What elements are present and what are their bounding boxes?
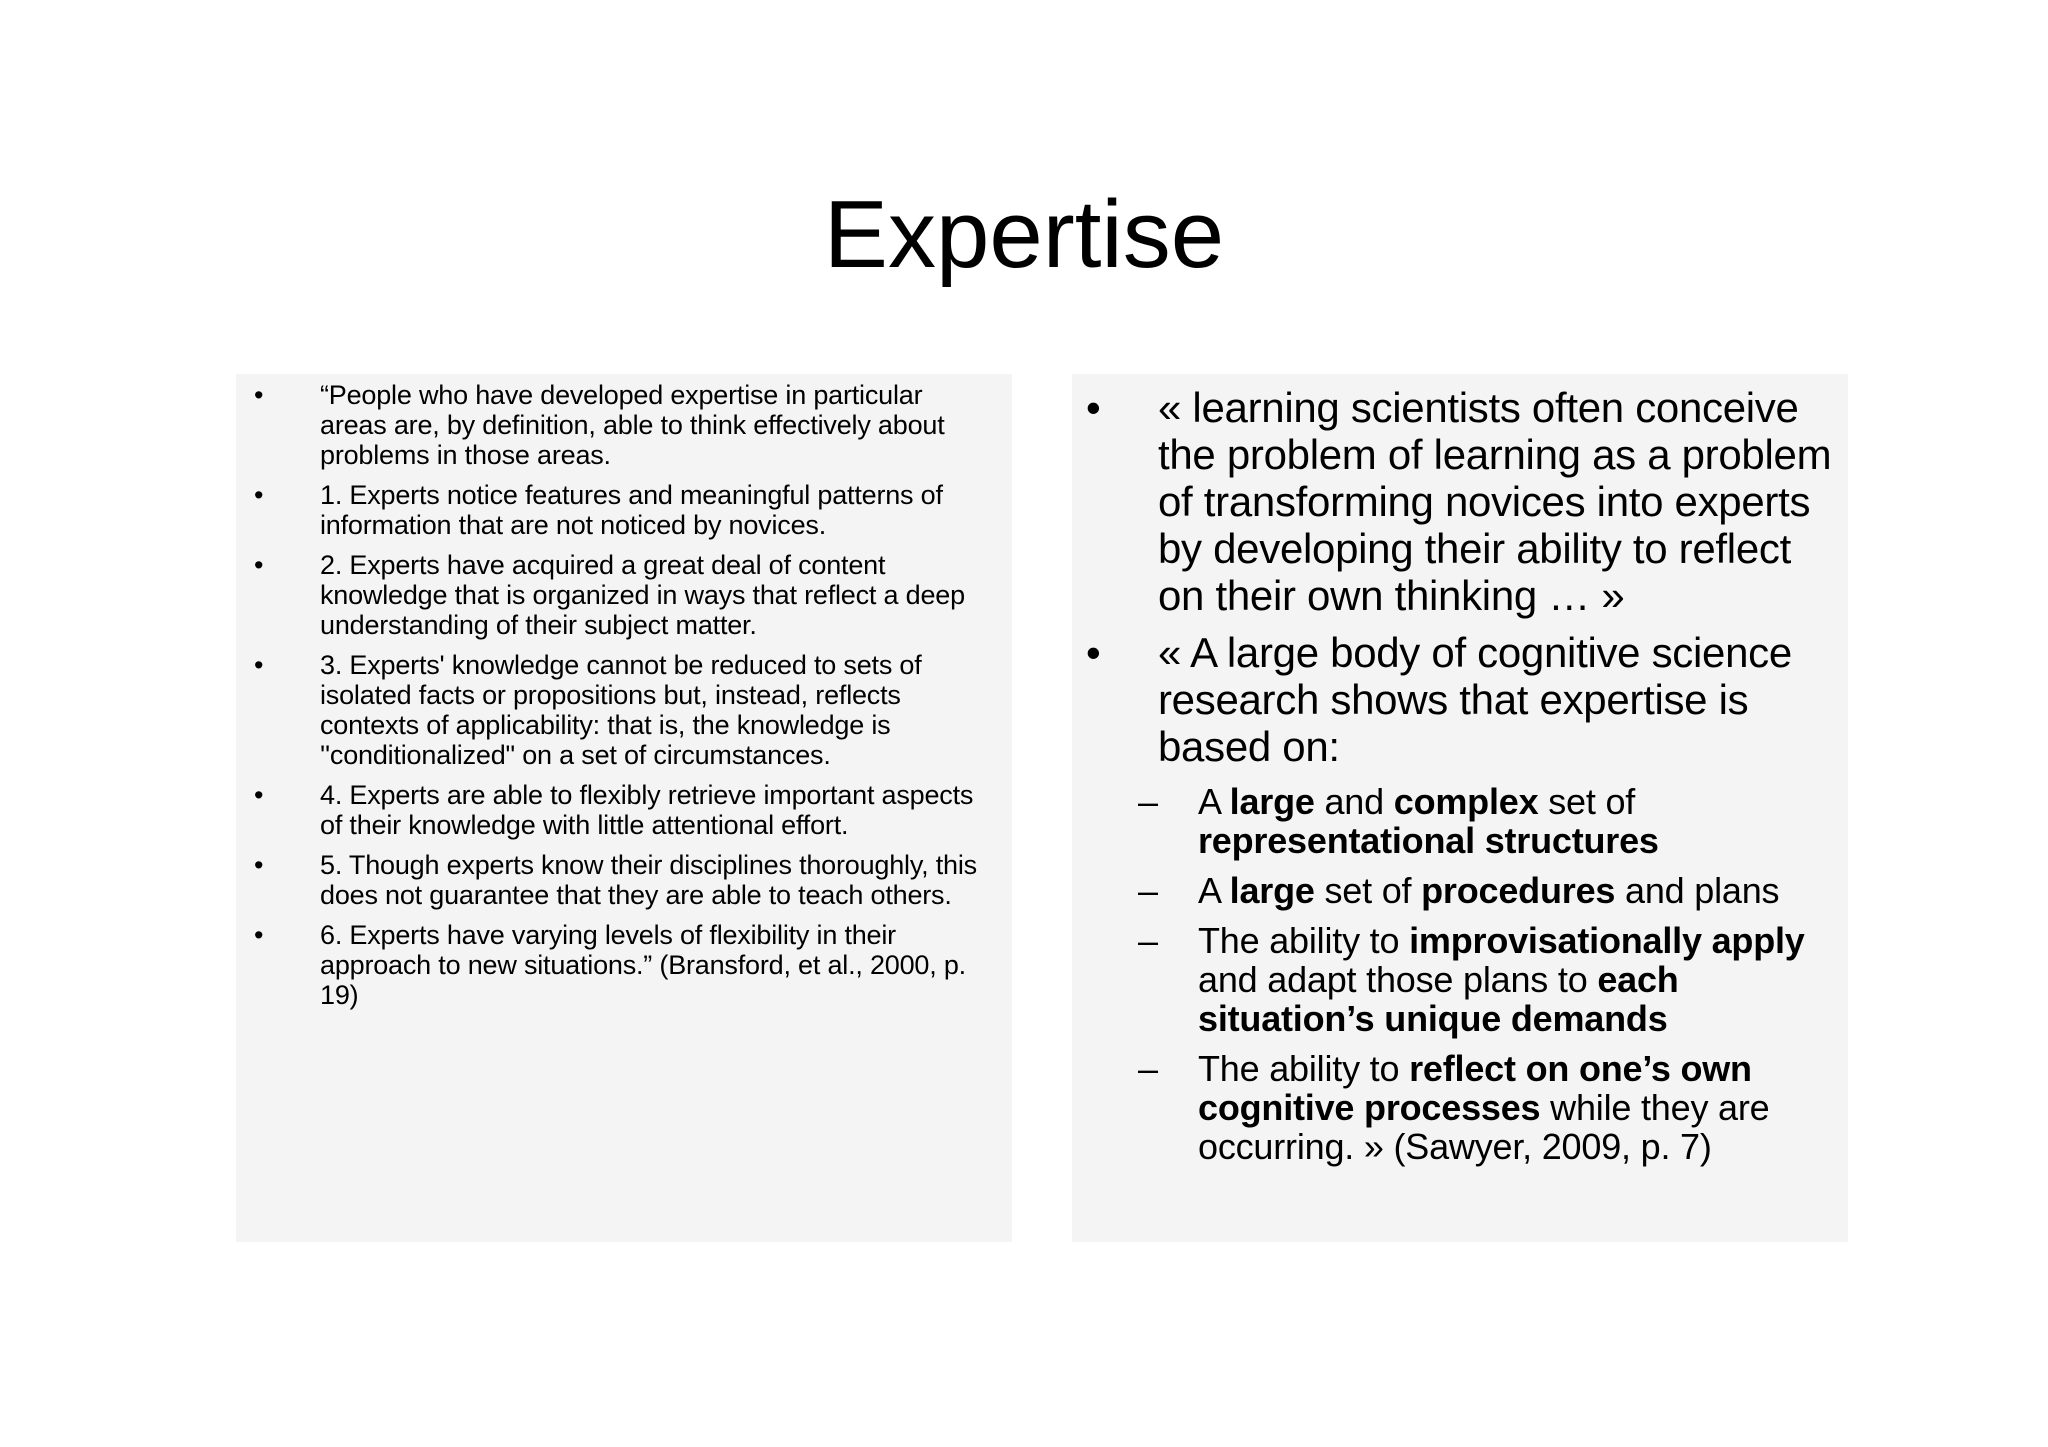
bold-text: each situation’s unique demands <box>1198 959 1679 1039</box>
dash-icon: – <box>1138 1048 1158 1089</box>
list-item <box>236 380 996 470</box>
text-run: A <box>1198 781 1230 822</box>
list-item <box>236 850 996 910</box>
right-bullet-list <box>1072 384 1842 1177</box>
sub-list-item <box>1138 1049 1842 1166</box>
bold-text: complex <box>1393 781 1539 822</box>
sub-list-item <box>1138 871 1842 910</box>
text-run: and adapt those plans to <box>1198 959 1598 1000</box>
text-run: A <box>1198 870 1230 911</box>
bullet-icon: • <box>254 850 264 880</box>
list-item <box>236 920 996 1010</box>
bold-text: representational structures <box>1198 820 1659 861</box>
bold-text: improvisationally apply <box>1409 920 1805 961</box>
bold-text: large <box>1229 870 1315 911</box>
left-bullet-list <box>236 380 996 1020</box>
list-item-text: 2. Experts have acquired a great deal of content knowledge that is organized in ways that reflect a deep understanding of their subject matter. <box>320 550 965 640</box>
text-run: The ability to <box>1198 1048 1410 1089</box>
list-item-text: 4. Experts are able to flexibly retrieve important aspects of their knowledge with little attentional effort. <box>320 780 974 840</box>
list-item-text: 5. Though experts know their disciplines thoroughly, this does not guarantee that they are able to teach others. <box>320 850 977 910</box>
bold-text: large <box>1229 781 1315 822</box>
list-item <box>236 550 996 640</box>
list-item <box>1072 384 1842 619</box>
left-text-panel <box>236 374 1012 1242</box>
text-run: while they are occurring. » (Sawyer, 2009, p. 7) <box>1198 1087 1770 1167</box>
dash-icon: – <box>1138 920 1158 961</box>
bullet-icon: • <box>254 550 264 580</box>
text-run: set of <box>1314 870 1422 911</box>
text-run: and plans <box>1615 870 1780 911</box>
list-item <box>236 480 996 540</box>
sub-bullet-list <box>1138 781 1842 1167</box>
text-run: The ability to <box>1198 920 1410 961</box>
sub-list-item <box>1138 782 1842 860</box>
text-run: and <box>1314 781 1394 822</box>
bullet-icon: • <box>254 480 264 510</box>
bullet-icon: • <box>1086 629 1101 676</box>
dash-icon: – <box>1138 870 1158 911</box>
bullet-icon: • <box>1086 384 1101 431</box>
list-item-text: « learning scientists often conceive the problem of learning as a problem of transforming novices into experts by developing their ability to reflect on their own thinking … » <box>1158 384 1832 619</box>
bullet-icon: • <box>254 780 264 810</box>
list-item <box>1072 629 1842 1166</box>
list-item-text: “People who have developed expertise in particular areas are, by definition, able to think effectively about problems in those areas. <box>320 380 945 470</box>
right-text-panel <box>1072 374 1848 1242</box>
list-item-text: 6. Experts have varying levels of flexibility in their approach to new situations.” (Bransford, et al., 2000, p. 19) <box>320 920 966 1010</box>
bold-text: reflect on one’s own cognitive processes <box>1198 1048 1752 1128</box>
bullet-icon: • <box>254 920 264 950</box>
list-item <box>236 780 996 840</box>
list-item <box>236 650 996 770</box>
bullet-icon: • <box>254 380 264 410</box>
list-item-text: « A large body of cognitive science research shows that expertise is based on: <box>1158 629 1792 770</box>
bullet-icon: • <box>254 650 264 680</box>
list-item-text: 3. Experts' knowledge cannot be reduced to sets of isolated facts or propositions but, instead, reflects contexts of applicability: that is, the knowledge is ''conditionalized" on a set of circumstances. <box>320 650 922 770</box>
slide-title: Expertise <box>823 181 1225 288</box>
list-item-text: 1. Experts notice features and meaningful patterns of information that are not noticed by novices. <box>320 480 943 540</box>
sub-list-item <box>1138 921 1842 1038</box>
dash-icon: – <box>1138 781 1158 822</box>
text-run: set of <box>1538 781 1636 822</box>
bold-text: procedures <box>1421 870 1616 911</box>
